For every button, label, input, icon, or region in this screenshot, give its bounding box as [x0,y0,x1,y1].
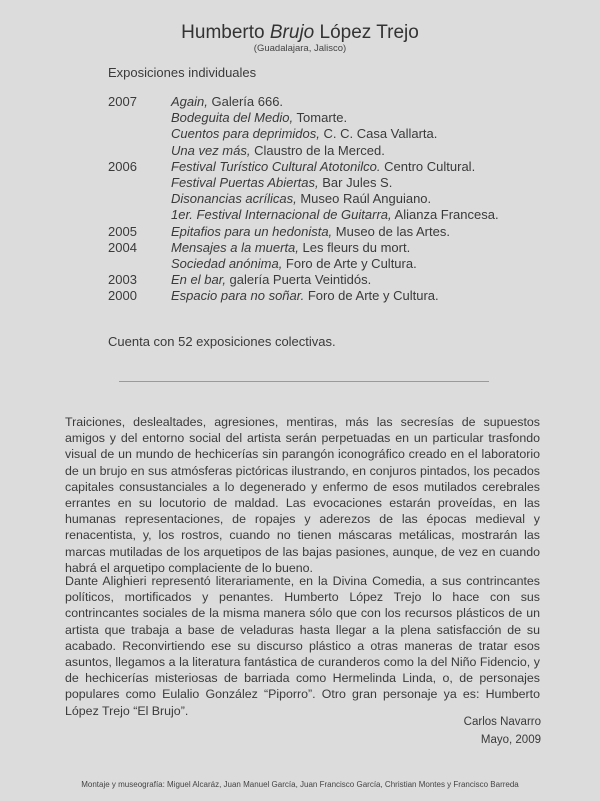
exhibition-year [108,175,171,191]
exhibition-row [108,240,499,256]
collective-note: Cuenta con 52 exposiciones colectivas. [108,334,336,349]
exhibition-row [108,272,499,288]
exhibition-venue: Foro de Arte y Cultura. [282,256,417,272]
exhibition-venue: Bar Jules S. [318,175,393,191]
body-paragraph: Dante Alighieri representó literariamente, en la Divina Comedia, a sus contrincantes políticos, mortificados y penantes. Humberto López Trejo lo hace con sus contrincantes sociales de la misma manera sólo que con los recursos plásticos de un artista que trabaja a base de veladuras hasta llegar a la plena satisfacción de su acabado. Reconvirtiendo ese su discurso plástico a otras maneras de tratar esos asuntos, llegamos a la literatura fantástica de curanderos como la del Niño Fidencio, y de hechicerías misteriosas de barriada como Hermelinda Linda, o, de personajes populares como Eulalio González “Piporro”. Otro gran personaje ya es: Humberto López Trejo “El Brujo”. [65,574,540,718]
exhibition-entry [171,207,499,223]
exhibition-venue: Claustro de la Merced. [250,142,385,158]
exhibition-entry [171,126,437,142]
exhibition-venue: Museo de las Artes. [332,223,450,239]
exhibitions-list [108,94,499,305]
exhibition-title: Again, [171,94,208,109]
exhibition-row [108,126,499,142]
exhibition-row [108,207,499,223]
exhibition-row [108,288,499,304]
exhibition-venue: Foro de Arte y Cultura. [304,288,439,304]
exhibition-entry [171,110,347,126]
title-name-first: Humberto [181,22,270,43]
exhibition-year: 2005 [108,223,137,239]
exhibition-row [108,143,499,159]
exhibition-venue: C. C. Casa Vallarta. [319,126,438,142]
exhibition-entry [171,272,371,288]
exhibition-entry [171,143,385,159]
credits-line: Montaje y museografía: Miguel Alcaráz, Juan Manuel García, Juan Francisco García, Christian Montes y Francisco Barreda [81,780,519,789]
exhibition-row [108,191,499,207]
exhibition-entry [171,94,283,110]
exhibition-year: 2000 [108,288,137,304]
exhibition-venue: Tomarte. [293,110,348,126]
exhibition-title: En el bar, [171,272,226,288]
exhibition-venue: Les fleurs du mort. [298,239,411,255]
exhibition-row [108,159,499,175]
signature-name: Carlos Navarro [463,716,541,728]
exhibition-entry [171,240,410,256]
exhibition-title: Una vez más, [171,142,251,158]
exhibition-venue: Galería 666. [207,94,284,109]
exhibition-title: Festival Turístico Cultural Atotonilco. [171,158,381,174]
section-heading: Exposiciones individuales [108,65,257,80]
exhibition-year [108,143,171,159]
exhibition-title: Cuentos para deprimidos, [171,126,320,142]
exhibition-venue: Alianza Francesa. [391,207,499,223]
exhibition-year [108,110,171,126]
exhibition-entry [171,256,417,272]
exhibition-year: 2006 [108,158,137,174]
exhibition-venue: galería Puerta Veintidós. [225,272,372,288]
body-paragraph: Traiciones, deslealtades, agresiones, mentiras, más las secresías de supuestos amigos y del entorno social del artista serán perpetuadas en un particular trasfondo visual de un mundo de hechicerías sin parangón iconográfico creado en el laboratorio de un brujo en sus atmósferas pictóricas ilustrando, en conjuros pintados, los pecados capitales consustanciales a lo degenerado y enfermo de esos mutilados cerebrales errantes en su locutorio de maldad. Las evocaciones estarán proveídas, en las humanas representaciones, de ropajes y aderezos de las épocas medieval y renacentista, y, los rostros, cuando no tienen máscaras metálicas, mostrarán las marcas mutiladas de los arquetipos de las bajas pasiones, aunque, de vez en cuando habrá el arquetipo complaciente de lo bueno. [65,415,540,575]
exhibition-title: Mensajes a la muerta, [171,239,299,255]
exhibition-entry [171,175,392,191]
exhibition-year [108,191,171,207]
title-nickname: Brujo [269,22,315,43]
exhibition-entry [171,191,431,207]
exhibition-year [108,256,171,272]
exhibition-venue: Museo Raúl Anguiano. [296,191,432,207]
exhibition-title: Epitafios para un hedonista, [171,223,333,239]
exhibition-row [108,256,499,272]
page-title [0,22,600,44]
exhibition-title: Bodeguita del Medio, [171,110,294,126]
exhibition-title: Disonancias acrílicas, [171,191,297,207]
exhibition-venue: Centro Cultural. [380,158,476,174]
exhibition-year: 2004 [108,239,137,255]
exhibition-row [108,94,499,110]
exhibition-entry [171,159,475,175]
exhibition-row [108,224,499,240]
exhibition-title: Espacio para no soñar. [171,288,305,304]
exhibition-row [108,175,499,191]
exhibition-row [108,110,499,126]
exhibition-year: 2007 [108,94,137,109]
divider [119,381,489,382]
exhibition-entry [171,288,439,304]
exhibition-title: Sociedad anónima, [171,256,283,272]
page-subtitle: (Guadalajara, Jalisco) [253,43,347,54]
exhibition-year [108,207,171,223]
signature-date: Mayo, 2009 [480,734,541,746]
title-name-last: López Trejo [314,22,419,43]
exhibition-year [108,126,171,142]
exhibition-entry [171,224,450,240]
exhibition-title: Festival Puertas Abiertas, [171,175,319,191]
exhibition-year: 2003 [108,272,137,288]
exhibition-title: 1er. Festival Internacional de Guitarra, [171,207,392,223]
